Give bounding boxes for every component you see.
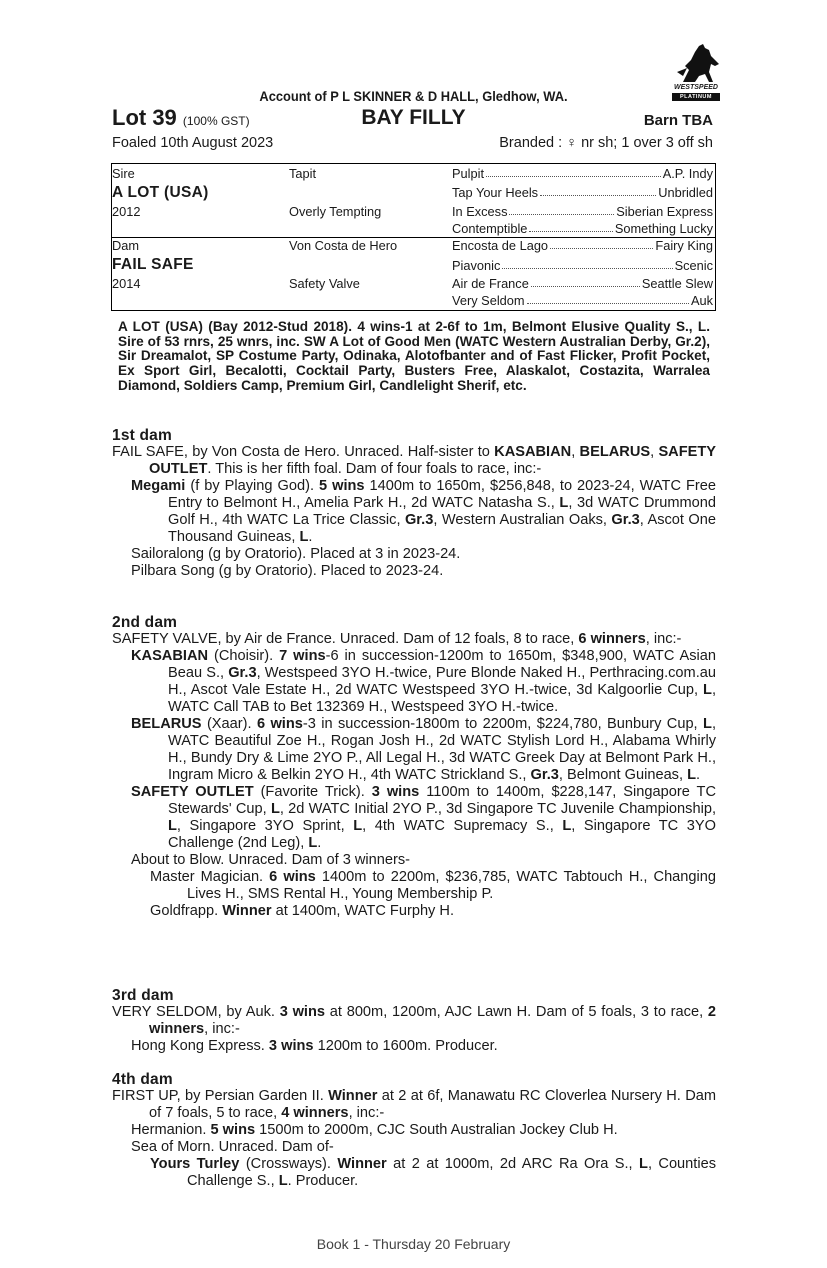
section-body [112, 1004, 716, 1055]
gen3-left: Air de France [452, 276, 529, 291]
dam-section-1 [112, 427, 716, 580]
gen3-row [452, 238, 713, 253]
entry-paragraph: BELARUS (Xaar). 6 wins-3 in succession-1800m to 2200m, $224,780, Bunbury Cup, L, WATC Beautiful Zoe H., Rogan Josh H., 2d WATC Stylish Lord H., Alabama Whirly H., Bundy Dry & Lime 2YO P., All Legal H., 3d WATC Greek Day at Belmont Park H., Ingram Micro & Belkin 2YO H., 4th WATC Strickland S., Gr.3, Belmont Guineas, L. [131, 716, 716, 783]
logo-wordmark: WESTSPEED [674, 84, 718, 91]
gen3-right: Something Lucky [614, 221, 713, 236]
entry-paragraph: SAFETY OUTLET (Favorite Trick). 3 wins 1100m to 1400m, $228,147, Singapore TC Stewards' Cup, L, 2d WATC Initial 2YO P., 3d Singapore TC Juvenile Championship, L, Singapore 3YO Sprint, L, 4th WATC Supremacy S., L, Singapore TC 3YO Challenge (2nd Leg), L. [131, 784, 716, 851]
entry-paragraph: Megami (f by Playing God). 5 wins 1400m to 1650m, $256,848, to 2023-24, WATC Free Entry to Belmont H., Amelia Park H., 2d WATC Natasha S., L, 3d WATC Drummond Golf H., 4th WATC La Trice Classic, Gr.3, Western Australian Oaks, Gr.3, Ascot One Thousand Guineas, L. [131, 478, 716, 545]
gst-note: (100% GST) [182, 114, 250, 128]
gen3-right: Seattle Slew [641, 276, 713, 291]
dam-section-3 [112, 987, 716, 1055]
sire-summary: A LOT (USA) (Bay 2012-Stud 2018). 4 wins-1 at 2-6f to 1m, Belmont Elusive Quality S., L. Sire of 53 rnrs, 25 wnrs, inc. SW A Lot of Good Men (WATC Western Australian Derby, Gr.2), Sir Dreamalot, SP Costume Party, Odinaka, Alotofbanter and of Fast Flicker, Profit Pocket, Ex Sport Girl, Becalotti, Cocktail Party, Busters Free, Alaskalot, Costazita, Warralea Diamond, Soldiers Camp, Premium Girl, Candlelight Sherif, etc. [118, 319, 710, 393]
lot-label: Lot 39 [112, 105, 177, 130]
gen3-left: Piavonic [452, 258, 501, 273]
gen3-row [452, 204, 713, 219]
foaled-date: Foaled 10th August 2023 [112, 135, 274, 151]
section-body [112, 631, 716, 920]
gen3-row [452, 166, 713, 181]
section-heading: 4th dam [112, 1071, 173, 1088]
gen3-left: Very Seldom [452, 293, 525, 308]
section-body [112, 444, 716, 580]
dam-name: FAIL SAFE [112, 256, 194, 273]
dam-year: 2014 [112, 276, 141, 291]
barn-location: Barn TBA [643, 112, 713, 129]
gen3-right: Auk [690, 293, 713, 308]
dam-section-2 [112, 614, 716, 920]
entry-paragraph: SAFETY VALVE, by Air de France. Unraced. Dam of 12 foals, 8 to race, 6 winners, inc:- [112, 631, 682, 647]
dam-section-4 [112, 1071, 716, 1190]
gen3-right: Unbridled [658, 185, 713, 200]
gen3-right: Fairy King [655, 238, 713, 253]
gen3-left: Pulpit [452, 166, 485, 181]
section-body [112, 1088, 716, 1190]
gen3-left: In Excess [452, 204, 508, 219]
horse-description: BAY FILLY [361, 106, 466, 129]
entry-paragraph: Sea of Morn. Unraced. Dam of- [131, 1139, 334, 1155]
gen3-left: Encosta de Lago [452, 238, 549, 253]
gen3-left: Contemptible [452, 221, 528, 236]
entry-paragraph: Yours Turley (Crossways). Winner at 2 at 1000m, 2d ARC Ra Ora S., L, Counties Challenge S., L. Producer. [150, 1156, 717, 1189]
brand-marks: Branded : ♀ nr sh; 1 over 3 off sh [499, 135, 713, 151]
section-heading: 2nd dam [112, 614, 178, 631]
entry-paragraph: FIRST UP, by Persian Garden II. Winner at 2 at 6f, Manawatu RC Cloverlea Nursery H. Dam of 7 foals, 5 to race, 4 winners, inc:- [112, 1088, 717, 1121]
sire-label: Sire [112, 166, 135, 181]
gen3-left: Tap Your Heels [452, 185, 539, 200]
dam-dam: Safety Valve [289, 276, 360, 291]
dam-label: Dam [112, 238, 140, 253]
entry-paragraph: Master Magician. 6 wins 1400m to 2200m, $236,785, WATC Tabtouch H., Changing Lives H., SMS Rental H., Young Membership P. [150, 869, 717, 902]
entry-paragraph: Goldfrapp. Winner at 1400m, WATC Furphy H. [150, 903, 455, 919]
gen3-row [452, 293, 713, 308]
entry-paragraph: About to Blow. Unraced. Dam of 3 winners- [131, 852, 411, 868]
section-heading: 1st dam [112, 427, 172, 444]
logo-subtitle: PLATINUM [672, 93, 720, 101]
vendor-account: Account of P L SKINNER & D HALL, Gledhow, WA. [259, 88, 568, 104]
horse-rider-icon [669, 42, 723, 84]
entry-paragraph: Hong Kong Express. 3 wins 1200m to 1600m. Producer. [131, 1038, 498, 1054]
entry-paragraph: KASABIAN (Choisir). 7 wins-6 in succession-1200m to 1650m, $348,900, WATC Asian Beau S., Gr.3, Westspeed 3YO H.-twice, Pure Blonde Naked H., Perthracing.com.au H., Ascot Vale Estate H., 2d WATC Westspeed 3YO H.-twice, 3d Kalgoorlie Cup, L, WATC Call TAB to Bet 132369 H., Westspeed 3YO H.-twice. [131, 648, 717, 715]
gen3-row [452, 276, 713, 291]
section-heading: 3rd dam [112, 987, 174, 1004]
dam-sire: Von Costa de Hero [289, 238, 398, 253]
gen3-row [452, 221, 713, 236]
entry-paragraph: Pilbara Song (g by Oratorio). Placed to 2023-24. [131, 563, 444, 579]
gen3-row [452, 258, 713, 273]
gen3-right: A.P. Indy [662, 166, 713, 181]
page-footer: Book 1 - Thursday 20 February [316, 1236, 511, 1252]
sire-year: 2012 [112, 204, 141, 219]
entry-paragraph: FAIL SAFE, by Von Costa de Hero. Unraced. Half-sister to KASABIAN, BELARUS, SAFETY OUTLET. This is her fifth foal. Dam of four foals to race, inc:- [112, 444, 717, 477]
sire-name: A LOT (USA) [112, 184, 209, 201]
sire-sire: Tapit [289, 166, 317, 181]
entry-paragraph: Hermanion. 5 wins 1500m to 2000m, CJC South Australian Jockey Club H. [131, 1122, 618, 1138]
gen3-right: Siberian Express [616, 204, 713, 219]
entry-paragraph: VERY SELDOM, by Auk. 3 wins at 800m, 1200m, AJC Lawn H. Dam of 5 foals, 3 to race, 2 winners, inc:- [112, 1004, 717, 1037]
sire-dam: Overly Tempting [289, 204, 382, 219]
entry-paragraph: Sailoralong (g by Oratorio). Placed at 3 in 2023-24. [131, 546, 461, 562]
gen3-right: Scenic [674, 258, 713, 273]
gen3-row [452, 185, 713, 200]
pedigree-table [111, 163, 716, 311]
